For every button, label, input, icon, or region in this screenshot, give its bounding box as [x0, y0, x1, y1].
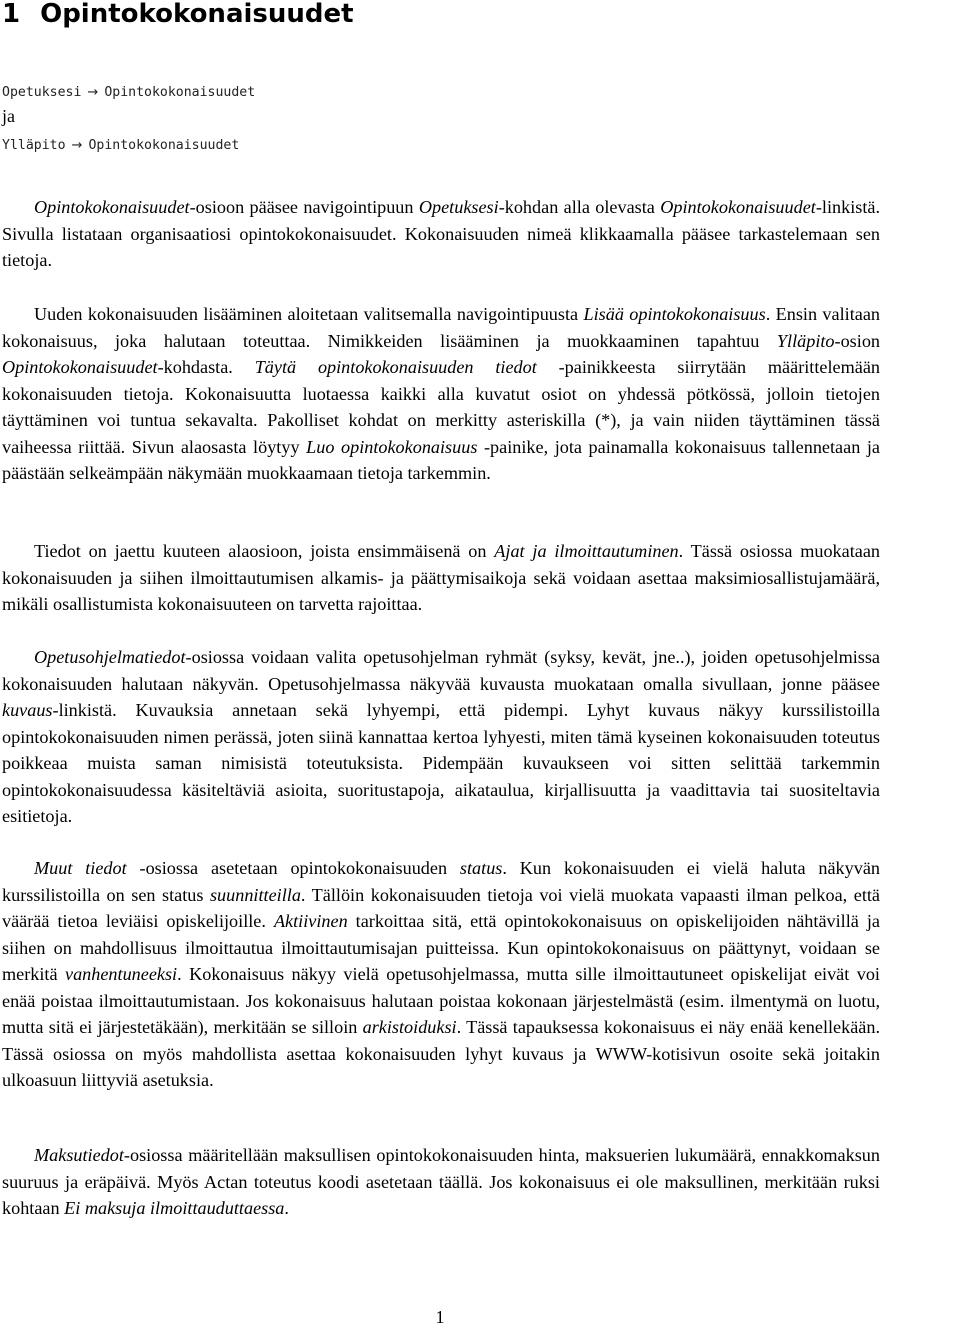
emphasis: Maksutiedot — [34, 1145, 124, 1166]
text-run: . Kun kokonaisuuden ei vielä haluta näkyvän kurssilistoilla on sen status — [2, 858, 880, 905]
emphasis: arkistoiduksi — [362, 1017, 457, 1038]
section-title: Opintokokonaisuudet — [40, 0, 354, 29]
text-run: -osiossa asetetaan opintokokonaisuuden — [126, 858, 460, 879]
emphasis: Ajat ja ilmoittautuminen — [494, 541, 679, 562]
text-run: -linkistä. Kuvauksia annetaan sekä lyhyempi, että pidempi. Lyhyt kuvaus näkyy kurssilistoilla opintokokonaisuuden nimen perässä, joten siinä kannattaa kertoa lyhyesti, miten tämä kyseinen kokonaisuuden toteutus poikkeaa muista saman nimisistä toteutuksista. Pidempään kuvaukseen voi sitten selittää tarkemmin opintokokonaisuudessa käsiteltäviä asioita, suoritustapoja, aikataulua, kirjallisuutta ja vaadittavia tai suositeltavia esitietoja. — [2, 700, 880, 827]
text-run: Tiedot on jaettu kuuteen alaosioon, joista ensimmäisenä on — [34, 541, 495, 562]
text-run: -osion — [834, 330, 880, 351]
emphasis: Opintokokonaisuudet — [2, 357, 158, 378]
emphasis: Opetuksesi — [418, 197, 499, 218]
text-run: Uuden kokonaisuuden lisääminen aloitetaan valitsemalla navigointipuusta — [34, 304, 584, 325]
path-from: Ylläpito — [2, 138, 66, 153]
emphasis: Ei maksuja ilmoittauduttaessa — [64, 1198, 285, 1219]
paragraph-intro — [2, 194, 880, 274]
paragraph-new-entity — [2, 301, 880, 487]
emphasis: status — [459, 858, 503, 879]
arrow-right-icon: → — [71, 138, 83, 153]
text-run: -painikkeesta siirrytään määrittelemään kokonaisuuden tietoja. Kokonaisuutta luotaessa kaikki alla kuvatut osiot on yhdessä pötkössä, jolloin tietojen täyttäminen voi tuntua sekavalta. Pakolliset kohdat on merkitty asteriskilla (*), ja vain niiden täyttäminen tässä vaiheessa riittää. Sivun alaosasta löytyy — [2, 357, 880, 457]
text-run: . Kokonaisuus näkyy vielä opetusohjelmassa, mutta sille ilmoittautuneet opiskelijat eivät voi enää poistaa ilmoittautumistaan. Jos kokonaisuus halutaan poistaa kokonaan järjestelmästä (esim. ilmentymä on luotu, mutta sitä ei järjestetäkään), merkitään se silloin — [2, 964, 880, 1038]
paragraph-other-info — [2, 855, 880, 1094]
arrow-right-icon: → — [87, 85, 99, 100]
section-number: 1 — [2, 0, 21, 29]
emphasis: Ylläpito — [776, 330, 835, 351]
text-run: tarkoittaa sitä, että opintokokonaisuus on opiskelijoiden nähtävillä ja siihen on mahdollisuus ilmoittautua ilmoittautumisajan puitteissa. Kun opintokokonaisuus on päättynyt, voidaan se merkitä — [2, 911, 880, 985]
emphasis: Opintokokonaisuudet — [660, 197, 816, 218]
emphasis: suunnitteilla — [209, 884, 301, 905]
path-to: Opintokokonaisuudet — [104, 85, 256, 100]
text-run: . — [284, 1198, 289, 1219]
path-to: Opintokokonaisuudet — [88, 138, 240, 153]
emphasis: Muut tiedot — [34, 858, 127, 879]
emphasis: kuvaus — [2, 700, 53, 721]
paragraph-payments — [2, 1142, 880, 1222]
emphasis: Täytä opintokokonaisuuden tiedot — [254, 357, 537, 378]
path-from: Opetuksesi — [2, 85, 82, 100]
emphasis: Opetusohjelmatiedot — [34, 647, 186, 668]
connector-text: ja — [2, 106, 15, 126]
emphasis: vanhentuneeksi — [65, 964, 178, 985]
paragraph-subsections — [2, 538, 880, 618]
text-run: . Tällöin kokonaisuuden tietoja voi vielä muokata vapaasti ilman pelkoa, että väärää tietoa leviäisi opiskelijoille. — [2, 884, 880, 932]
emphasis: Luo opintokokonaisuus — [306, 436, 478, 457]
emphasis: Aktiivinen — [273, 911, 348, 932]
emphasis: Opintokokonaisuudet — [34, 197, 190, 218]
emphasis: Lisää opintokokonaisuus — [583, 304, 766, 325]
text-run: . Tässä osiossa muokataan kokonaisuuden ja siihen ilmoittautumisen alkamis- ja päättymisaikoja sekä voidaan asettaa maksimiosallistujamäärä, mikäli osallistumista kokonaisuuteen on tarvetta rajoittaa. — [2, 541, 881, 615]
text-run: . Ensin valitaan kokonaisuus, joka halutaan toteuttaa. Nimikkeiden lisääminen ja muokkaaminen tapahtuu — [2, 304, 880, 351]
text-run: -kohdan alla olevasta — [498, 197, 661, 218]
paragraph-curriculum — [2, 644, 880, 830]
text-run: -linkistä. Sivulla listataan organisaatiosi opintokokonaisuudet. Kokonaisuuden nimeä klikkaamalla pääsee tarkastelemaan sen tietoja. — [2, 197, 880, 271]
navigation-path-2 — [2, 137, 239, 155]
text-run: -osioon pääsee navigointipuun — [189, 197, 419, 218]
section-heading — [2, 0, 354, 30]
text-run: -osiossa voidaan valita opetusohjelman ryhmät (syksy, kevät, jne..), joiden opetusohjelmissa kokonaisuuden halutaan näkyvän. Opetusohjelmassa näkyvää kuvausta muokataan omalla sivullaan, jonne pääsee — [2, 647, 880, 694]
text-run: -kohdasta. — [157, 357, 255, 378]
navigation-path-1 — [2, 84, 255, 102]
text-run: . Tässä tapauksessa kokonaisuus ei näy enää kenellekään. Tässä osiossa on myös mahdollista asettaa kokonaisuuden lyhyt kuvaus ja WWW-kotisivun osoite sekä joitakin ulkoasuun liittyviä asetuksia. — [2, 1017, 881, 1091]
text-run: -painike, jota painamalla kokonaisuus tallennetaan ja päästään selkeämpään näkymään muokkaamaan tietoja tarkemmin. — [2, 436, 880, 484]
page-number: 1 — [435, 1307, 445, 1327]
text-run: -osiossa määritellään maksullisen opintokokonaisuuden hinta, maksuerien lukumäärä, ennakkomaksun suuruus ja eräpäivä. Myös Actan toteutus koodi asetetaan täällä. Jos kokonaisuus ei ole maksullinen, merkitään ruksi kohtaan — [2, 1145, 880, 1219]
